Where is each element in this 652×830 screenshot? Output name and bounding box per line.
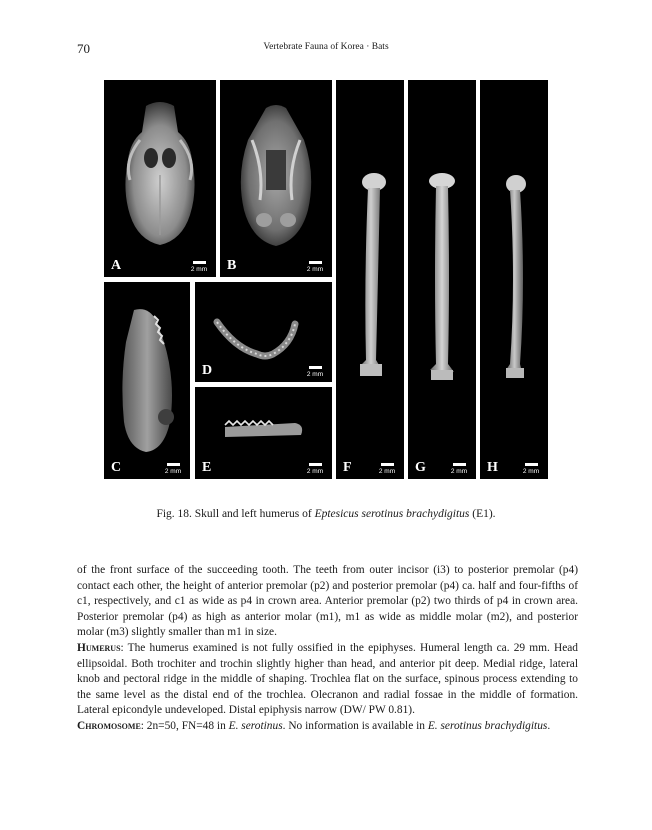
- figure-panel-a: [104, 80, 216, 277]
- figure-panel-b: [220, 80, 332, 277]
- chromosome-heading: Chromosome: [77, 719, 141, 732]
- scale-bar-a: 2 mm: [188, 261, 210, 273]
- figure-panel-h: [480, 80, 548, 479]
- scale-bar-f: 2 mm: [376, 463, 398, 475]
- panel-label-g: G: [415, 460, 426, 475]
- panel-label-a: A: [111, 258, 122, 273]
- humerus-heading: Humerus: [77, 641, 121, 654]
- figure-panel-d: [195, 282, 332, 382]
- panel-label-h: H: [487, 460, 498, 475]
- running-title: Vertebrate Fauna of Korea · Bats: [263, 42, 389, 52]
- panel-label-d: D: [202, 363, 213, 378]
- scale-bar-h: 2 mm: [520, 463, 542, 475]
- skull-ventral-image: [220, 80, 332, 277]
- humerus-view-g-image: [408, 80, 476, 479]
- scale-bar-d: 2 mm: [304, 366, 326, 378]
- scale-bar-e: 2 mm: [304, 463, 326, 475]
- panel-label-e: E: [202, 460, 212, 475]
- humerus-view-h-image: [480, 80, 548, 479]
- figure-panel-g: [408, 80, 476, 479]
- figure-caption: Fig. 18. Skull and left humerus of Eptesicus serotinus brachydigitus (E1).: [156, 508, 496, 520]
- caption-species-name: Eptesicus serotinus brachydigitus: [314, 508, 470, 520]
- panel-label-c: C: [111, 460, 122, 475]
- skull-lateral-image: [104, 282, 190, 479]
- figure-panel-f: [336, 80, 404, 479]
- panel-label-b: B: [227, 258, 237, 273]
- scale-bar-b: 2 mm: [304, 261, 326, 273]
- body-text: [77, 563, 578, 735]
- paragraph-teeth: of the front surface of the succeeding tooth. The teeth from outer incisor (i3) to posterior premolar (p4) contact each other, the height of anterior premolar (p2) and posterior premolar (p4) ca. half and four-fifths of c1, respectively, and c1 as wide as p4 in crown area. Anterior premolar (p2) two thirds of p4 in crown area. Posterior premolar (p4) as high as anterior molar (m1), m1 as wide as middle molar (m2), and posterior molar (m3) slightly smaller than m1 in size.: [77, 564, 578, 639]
- page-number: 70: [77, 41, 90, 56]
- scale-bar-c: 2 mm: [162, 463, 184, 475]
- panel-label-f: F: [343, 460, 352, 475]
- figure-panel-e: [195, 387, 332, 479]
- paragraph-humerus: Humerus: The humerus examined is not fully ossified in the epiphyses. Humeral length ca. 29 mm. Head ellipsoidal. Both trochiter and trochin slightly higher than head, and anterior pit deep. Medial ridge, lateral knob and pectoral ridge in the middle of shaping. Trochlea flat on the surface, spinous process extending to the same level as the distal end of the trochlea. Olecranon and radial fossae in the middle of formation. Lateral epicondyle undeveloped. Distal epiphysis narrow (DW/ PW 0.81).: [77, 641, 578, 717]
- humerus-view-f-image: [336, 80, 404, 479]
- scale-bar-g: 2 mm: [448, 463, 470, 475]
- figure-panel-c: [104, 282, 190, 479]
- skull-dorsal-image: [104, 80, 216, 277]
- paragraph-chromosome: Chromosome: 2n=50, FN=48 in E. serotinus. No information is available in E. serotinus brachydigitus.: [77, 719, 551, 732]
